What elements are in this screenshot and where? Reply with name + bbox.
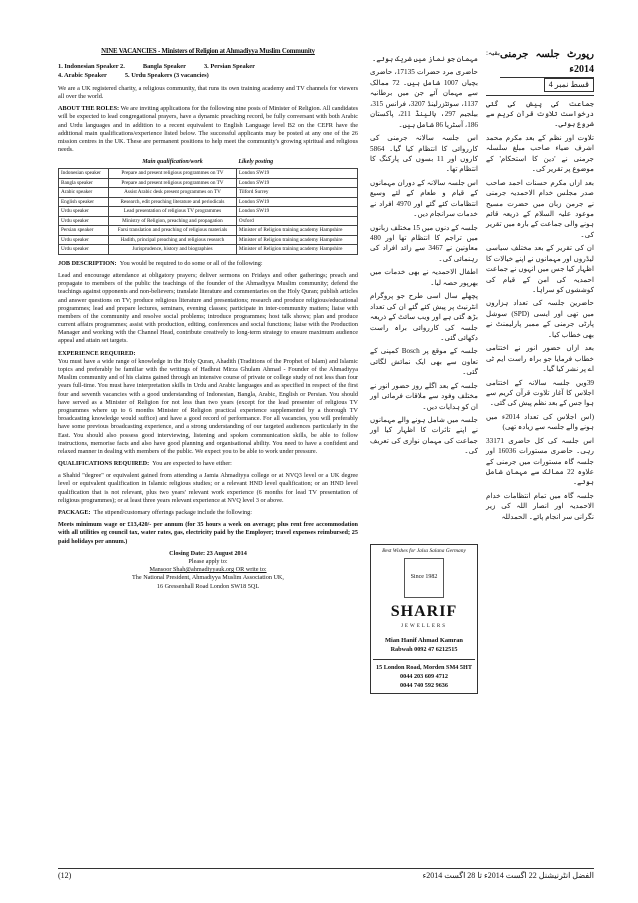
table-cell: Jurisprudence, history and biographies <box>109 245 237 255</box>
package-heading: PACKAGE: <box>58 509 91 517</box>
brand-subtitle: JEWELLERS <box>400 624 448 630</box>
vacancy-list-row <box>58 72 358 80</box>
vacancy-item: 4. Arabic Speaker <box>58 72 107 80</box>
urdu-paragraph: بعد ازاں حضور انور نے اختتامی خطاب فرمایا جو براہ راست ایم ٹی اے پر نشر کیا گیا۔ <box>486 344 594 374</box>
jeweller-advertisement <box>370 544 478 694</box>
table-cell: Bangla speaker <box>59 178 109 188</box>
installment-badge: قسط نمبر 4 <box>544 78 594 92</box>
table-row <box>59 216 358 226</box>
table-cell: Hadith, principal preaching and religious research <box>109 235 237 245</box>
table-cell: Ministry of Religion, preaching and propagation <box>109 216 237 226</box>
table-row <box>59 178 358 188</box>
table-cell: Indonesian speaker <box>59 169 109 179</box>
intro-paragraph: We are a UK registered charity, a religious community, that runs its own training academy and TV channels for viewers all over the world. <box>58 84 358 101</box>
job-description-section <box>58 260 358 268</box>
apply-label: Please apply to: <box>188 557 228 565</box>
experience-heading: EXPERIENCE REQUIRED: <box>58 349 136 357</box>
contact-address-line: The National President, Ahmadiyya Muslim Association UK, <box>132 574 284 582</box>
table-cell: English speaker <box>59 197 109 207</box>
urdu-paragraph: اطفال الاحمدیہ نے بھی خدمات میں بھرپور حصہ لیا۔ <box>370 268 478 287</box>
issue-dateline: الفضل انٹرنیشنل 22 اگست 2014ء تا 28 اگست 2014ء <box>422 871 594 880</box>
job-text: Lead and encourage attendance at obligatory prayers; deliver sermons on Fridays and other gatherings; preach and propagate to members of the public the teachings of the founder of the Ahmadiyya Muslim community; defend the teachings against opponents and non-believers; translate literature and commentaries on the Holy Quran; publish articles and answer questions on TV; produce religious literature and presentations; research and produce religious/educational programmes; lead and prepare lectures, seminars, evening classes; participate in inter-community matters; liaise with members of the community and resolve social problems; introduce programmes; host talk shows; plan and produce current affairs programmes; assist with production, editing, conferences and social functions; liaise with the Production Manager and working with the Channel Head, contribute creatively to long-term strategy to ensure maximum audience appeal and attain set targets. <box>58 271 358 345</box>
table-cell: Urdu speaker <box>59 216 109 226</box>
jeweller-logo <box>404 558 444 598</box>
urdu-column-right <box>486 48 594 525</box>
table-cell: Minister of Religion training academy Hampshire <box>236 235 357 245</box>
table-cell: Research, edit preaching literature and periodicals <box>109 197 237 207</box>
page-footer <box>58 868 594 880</box>
table-cell: Persian speaker <box>59 226 109 236</box>
urdu-paragraph: ان کی تقریر کے بعد مختلف سیاسی لیڈروں اور مہمانوں نے اپنے خیالات کا اظہار کیا جس میں انہوں نے جماعت احمدیہ کی امن کے قیام کی کوششوں کو سراہا۔ <box>486 244 594 295</box>
table-cell: Urdu speaker <box>59 235 109 245</box>
table-header: Likely posting <box>238 159 274 166</box>
urdu-report <box>370 48 594 860</box>
vacancy-title: NINE VACANCIES - Ministers of Religion at Ahmadiyya Muslim Community <box>101 48 315 55</box>
contact-address-line: 16 Gressenhall Road London SW18 5QL <box>156 582 260 590</box>
vacancy-advertisement <box>58 48 358 860</box>
vacancy-item: 3. Persian Speaker <box>203 62 255 70</box>
table-cell: London SW19 <box>236 169 357 179</box>
urdu-paragraph: جلسہ گاہ میں تمام انتظامات خدام الاحمدیہ اور انصار اللہ کی زیر نگرانی سر انجام پائے۔ الحمدللہ <box>486 491 594 521</box>
logo-label: Since 1982 <box>410 574 438 581</box>
owner-name: Mian Hanif Ahmad Kamran <box>385 637 463 645</box>
urdu-paragraph: پچھلے سال اسی طرح جو پروگرام انٹرنیٹ پر پیش کئے گئے ان کی تعداد بڑھ گئی ہے اور ویب سائٹ کے ذریعہ جلسہ کی کارروائی براہ راست دکھائی گئی۔ <box>370 292 478 342</box>
table-cell: Assist Arabic desk present programmes on TV <box>109 188 237 198</box>
table-cell: Lead presentation of religious TV programmes <box>109 207 237 217</box>
roles-text: We are inviting applications for the following nine posts of Minister of Religion. All candidates will be expected to lead congregational prayers, have a dynamic preaching record, be fully conversant with both Arabic and Urdu languages and in addition to a recent equivalent to English Language level B2 on the CEFR have the additional main qualifications/experience listed below. The successful applicants may be posted at any one of the 26 mission centres in the UK. These are permanent positions to help meet the community's growing spiritual and religious needs. <box>58 105 358 154</box>
urdu-paragraph: اس جلسہ کی کل حاضری 33171 رہی۔ حاضری مستورات 16036 اور جلسہ گاہ مستورات میں جرمنی کے علاوہ 22 ممالک سے مہمان شامل ہوئے۔ <box>486 436 594 487</box>
table-cell: Arabic speaker <box>59 188 109 198</box>
urdu-paragraph: تلاوت اور نظم کے بعد مکرم محمد اشرف ضیاء صاحب مبلغ سلسلہ جرمنی نے 'دین کا استحکام' کے موضوع پر تقریر کی۔ <box>486 133 594 174</box>
urdu-paragraph: حاضری مرد حضرات 17135، حاضری بچیاں 1007 شامل ہیں۔ 72 ممالک سے مہمان آئے جن میں برطانیہ 1137، سوئٹزرلینڈ 3207، فرانس 315، بیلجیم 297، ہالینڈ 211، پاکستان 186، آسٹریا 86 شامل ہیں۔ <box>370 68 478 129</box>
rabwah-contact: Rabwah 0092 47 6212515 <box>390 645 458 653</box>
package-section <box>58 509 358 517</box>
table-row <box>59 207 358 217</box>
table-cell: London SW19 <box>236 178 357 188</box>
report-masthead: رپورٹ جلسہ جرمنی 2014ء <box>500 48 594 78</box>
ad-divider <box>373 659 475 660</box>
table-cell: London SW19 <box>236 207 357 217</box>
urdu-paragraph: جماعت کی پیش کی گئی درخواست تلاوت قرآن کریم سے شروع ہوئی۔ <box>486 99 594 129</box>
vacancy-item: 1. Indonesian Speaker 2. <box>58 62 125 70</box>
table-cell: Farsi translation and preaching of religious materials <box>109 226 237 236</box>
london-address: 15 London Road, Morden SM4 5HT <box>376 663 472 671</box>
table-row <box>59 197 358 207</box>
page-number: (12) <box>58 871 72 880</box>
table-cell: Tilford Surrey <box>236 188 357 198</box>
ad-greeting: Best Wishes for Jalsa Salana Germany <box>382 548 466 554</box>
qualifications-text: a Shahid "degree" or equivalent gained from attending a Jamia Ahmadiyya college or at NVQ3 level or a UK degree level or equivalent qualification in Islamic religious studies; or a relevant HND level qualification; or an HND level qualification that is not relevant, plus two years' relevant work experience (6 months for lead TV presentation of religious programmes); or at least three years relevant experience at NVQ level 3 or above. <box>58 472 358 504</box>
urdu-paragraph: بعد ازاں مکرم حسنات احمد صاحب صدر مجلس خدام الاحمدیہ جرمنی نے جرمن زبان میں حضرت مسیح موعود علیہ السلام کے ذریعہ قائم ہونے والی جماعت کے بارہ میں تقریر کی۔ <box>486 178 594 239</box>
job-intro: You would be required to do some or all of the following: <box>119 259 263 267</box>
positions-table <box>58 158 358 254</box>
urdu-paragraph: جلسہ میں شامل ہونے والے مہمانوں نے اپنے تاثرات کا اظہار کیا اور جماعت کی مہمان نوازی کی تعریف کی۔ <box>370 416 478 456</box>
qualifications-heading: QUALIFICATIONS REQUIRED: <box>58 460 150 468</box>
urdu-paragraph: (اس اجلاس کی تعداد 2014ء میں ہونے والے جلسہ سے زیادہ تھی) <box>486 412 594 432</box>
table-row <box>59 245 358 255</box>
package-text: Meets minimum wage or £13,420/- per annum (for 35 hours a week on average; plus rent free accommodation with all utilities eg council tax, water rates, gas, electricity paid by the Employer; travel expenses reimbursed; 25 paid holidays per annum.) <box>58 521 358 545</box>
urdu-paragraph: 39ویں جلسہ سالانہ کے اختتامی اجلاس کا آغاز تلاوت قرآن کریم سے ہوا جس کے بعد نظم پیش کی گئی۔ <box>486 378 594 408</box>
closing-date: Closing Date: 23 August 2014 <box>169 549 247 557</box>
job-heading: JOB DESCRIPTION: <box>58 259 117 267</box>
contact-email-link[interactable]: Mansoor Shah@ahmadiyyauk.org OR write to: <box>149 566 267 574</box>
urdu-paragraph: اس جلسہ سالانہ کے دوران مہمانوں کے قیام و طعام کے لئے وسیع انتظامات کئے گئے اور 4970 افراد نے خدمات سرانجام دیں۔ <box>370 178 478 219</box>
phone-number: 0044 740 592 9636 <box>400 681 448 689</box>
newspaper-page <box>58 48 594 860</box>
urdu-paragraph: اس جلسہ سالانہ جرمنی کی کارروائی کا انتظام کیا گیا۔ 5864 کاروں اور 11 بسوں کی پارکنگ کا انتظام تھا۔ <box>370 134 478 174</box>
table-cell: Prepare and present religious programmes on TV <box>109 169 237 179</box>
roles-heading: ABOUT THE ROLES: <box>58 105 120 113</box>
table-cell: Urdu speaker <box>59 207 109 217</box>
urdu-paragraph: جلسہ کے بعد اگلے روز حضور انور نے مختلف وفود سے ملاقات فرمائی اور ان کو ہدایات دیں۔ <box>370 381 478 411</box>
urdu-paragraph: مہمان جو نماز میں شریک ہوئے۔ <box>372 55 478 63</box>
table-row <box>59 169 358 179</box>
qualifications-section <box>58 460 358 468</box>
table-row <box>59 235 358 245</box>
urdu-column-left <box>370 54 478 460</box>
table-cell: Oxford <box>236 216 357 226</box>
table-cell: London SW19 <box>236 197 357 207</box>
experience-text: You must have a wide range of knowledge in the Holy Quran, Ahadith (Traditions of the Prophet of Islam) and Islamic topics and preferably be familiar with the writings of Hadhrat Mirza Ghulam Ahmad - Founder of the Ahmadiyya Muslim community and of his claims gained through an intensive course of private or college study of not less than four years full-time. You must have interpretation skills in Urdu and Arabic languages and as specified in respect of the first four and seventh vacancies with a good understanding of Indonesian, Bangla, Arabic, English or Persian. You should have served as a Minister of Religion for not less than two years (except for the lead presenter of religious TV programmes where up to 6 months Minister of Religion practical experience supplemented by a thorough TV broadcasting knowledge would suffice) and have a good record of performance. For all vacancies, you will preferably have some previous broadcasting experience, and a strong understanding of our targeted audiences particularly in the East. You should also possess good interviewing, listening and spoken communication skills, be able to follow instructions, memorise facts and also have good planning and organisational ability. You need to have a confident and relaxed manner in dealing with members of the public. We expect you to be able to work under pressure. <box>58 357 358 455</box>
table-cell: Minister of Religion training academy Hampshire <box>236 245 357 255</box>
table-row <box>59 226 358 236</box>
qualifications-intro: You are expected to have either: <box>152 460 232 468</box>
continuation-label: بقیہ: <box>486 49 501 57</box>
table-cell: Urdu speaker <box>59 245 109 255</box>
vacancy-list-row <box>58 63 358 71</box>
table-header <box>59 158 109 168</box>
vacancy-item: Bangla Speaker <box>142 62 186 70</box>
report-header <box>486 48 594 96</box>
roles-section <box>58 105 358 154</box>
table-cell: Prepare and present religious programmes on TV <box>109 178 237 188</box>
table-header: Main qualification/work <box>142 159 203 166</box>
urdu-paragraph: جلسہ کے دنوں میں 15 مختلف زبانوں میں تراجم کا انتظام تھا اور 480 معاونین نے 3467 سے زائد افراد کی رہنمائی کی۔ <box>370 223 479 263</box>
brand-name: SHARIF <box>390 602 458 620</box>
urdu-paragraph: جلسہ کے موقع پر Bosch کمپنی کے تعاون سے بھی ایک نمائش لگائی گئی۔ <box>370 347 478 377</box>
phone-number: 0044 203 609 4712 <box>400 672 448 680</box>
table-header-row <box>59 158 358 168</box>
table-row <box>59 188 358 198</box>
table-cell: Minister of Religion training academy Hampshire <box>236 226 357 236</box>
vacancy-item: 5. Urdu Speakers (3 vacancies) <box>124 72 209 80</box>
urdu-paragraph: حاضرین جلسہ کی تعداد ہزاروں میں تھی اور ایسی (SPD) سوشل پارٹی جرمنی کے ممبر پارلیمنٹ نے بھی خطاب کیا۔ <box>486 299 594 339</box>
package-intro: The stipend/customary offerings package include the following: <box>93 509 252 517</box>
